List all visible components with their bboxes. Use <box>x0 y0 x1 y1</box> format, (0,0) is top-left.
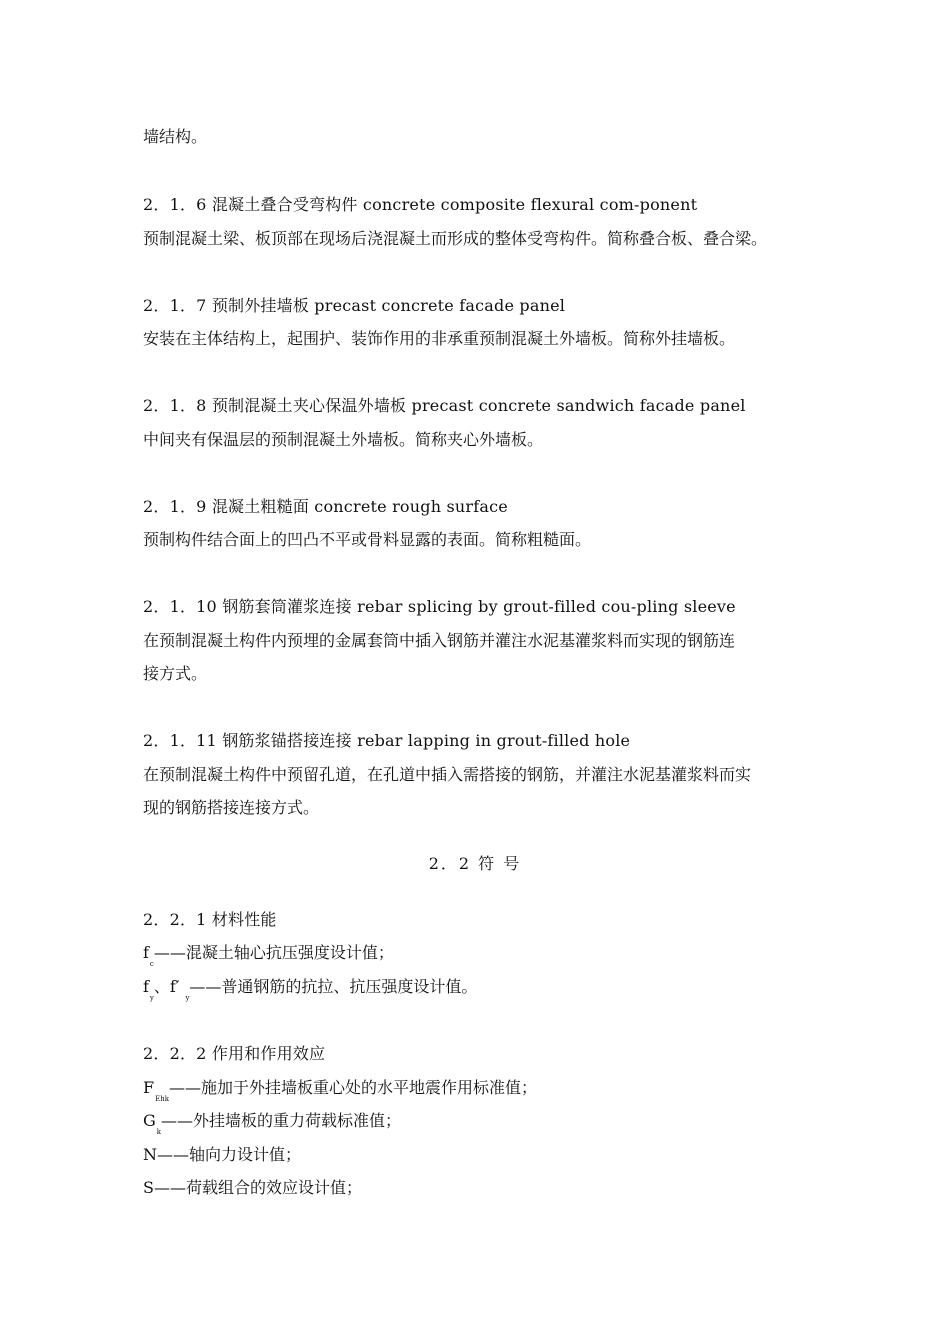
symbol-fc-desc: ——混凝土轴心抗压强度设计值； <box>153 943 394 962</box>
term-2-1-8-body: 中间夹有保温层的预制混凝土外墙板。简称夹心外墙板。 <box>143 430 544 449</box>
symbol-fehk-desc: ——施加于外挂墙板重心处的水平地震作用标准值； <box>168 1078 537 1097</box>
term-2-1-6-body: 预制混凝土梁、板顶部在现场后浇混凝土而形成的整体受弯构件。简称叠合板、叠合梁。 <box>143 229 768 248</box>
symbol-fehk <box>143 1078 823 1103</box>
symbol-fc-subscript: c <box>149 960 154 968</box>
symbol-fy-letter: f <box>143 977 149 996</box>
symbol-s-letter: S <box>143 1178 154 1197</box>
symbol-fc-letter: f <box>143 943 149 962</box>
symbol-n <box>143 1145 823 1165</box>
symbol-s <box>143 1178 823 1198</box>
symbol-fehk-letter: F <box>143 1078 155 1097</box>
symbol-fehk-subscript: Ehk <box>155 1095 169 1103</box>
term-2-1-7-body: 安装在主体结构上，起围护、装饰作用的非承重预制混凝土外墙板。简称外挂墙板。 <box>143 329 736 348</box>
section-title: 2．2 符 号 <box>428 854 522 873</box>
term-2-1-11-heading: 2．1．11 钢筋浆锚搭接连接 rebar lapping in grout-filled hole <box>143 731 631 750</box>
symbol-s-desc: ——荷载组合的效应设计值； <box>153 1178 362 1197</box>
symbol-fy-prime: 、f′ <box>153 977 180 996</box>
symbol-gk <box>143 1111 823 1136</box>
symbol-n-desc: ——轴向力设计值； <box>157 1145 302 1164</box>
term-2-1-11-body-line-2: 现的钢筋搭接连接方式。 <box>143 798 320 817</box>
term-2-1-8-heading: 2．1．8 预制混凝土夹心保温外墙板 precast concrete sandwich facade panel <box>143 396 746 415</box>
symbol-fy <box>143 977 823 1002</box>
material-heading: 2．2．1 材料性能 <box>143 910 277 929</box>
term-2-1-7-heading: 2．1．7 预制外挂墙板 precast concrete facade panel <box>143 296 566 315</box>
term-2-1-10-body-line-1: 在预制混凝土构件内预埋的金属套筒中插入钢筋并灌注水泥基灌浆料而实现的钢筋连 <box>143 631 736 650</box>
term-2-1-9-body: 预制构件结合面上的凹凸不平或骨料显露的表面。简称粗糙面。 <box>143 530 592 549</box>
term-2-1-10-heading: 2．1．10 钢筋套筒灌浆连接 rebar splicing by grout-filled cou-pling sleeve <box>143 597 736 616</box>
intro-tail: 墙结构。 <box>143 127 208 146</box>
symbol-fy-subscript: y <box>149 994 154 1002</box>
symbol-gk-subscript: k <box>156 1128 162 1136</box>
symbol-fc <box>143 943 823 968</box>
symbol-n-letter: N <box>143 1145 157 1164</box>
term-2-1-6-heading: 2．1．6 混凝土叠合受弯构件 concrete composite flexural com-ponent <box>143 195 698 214</box>
symbol-gk-desc: ——外挂墙板的重力荷载标准值； <box>161 1111 402 1130</box>
symbol-gk-letter: G <box>143 1111 156 1130</box>
term-2-1-11-body-line-1: 在预制混凝土构件中预留孔道，在孔道中插入需搭接的钢筋，并灌注水泥基灌浆料而实 <box>143 765 752 784</box>
symbol-fy-desc: ——普通钢筋的抗拉、抗压强度设计值。 <box>189 977 478 996</box>
term-2-1-10-body-line-2: 接方式。 <box>143 664 208 683</box>
term-2-1-9-heading: 2．1．9 混凝土粗糙面 concrete rough surface <box>143 497 508 516</box>
actions-heading: 2．2．2 作用和作用效应 <box>143 1044 326 1063</box>
symbol-fy-prime-subscript: y <box>185 994 190 1002</box>
